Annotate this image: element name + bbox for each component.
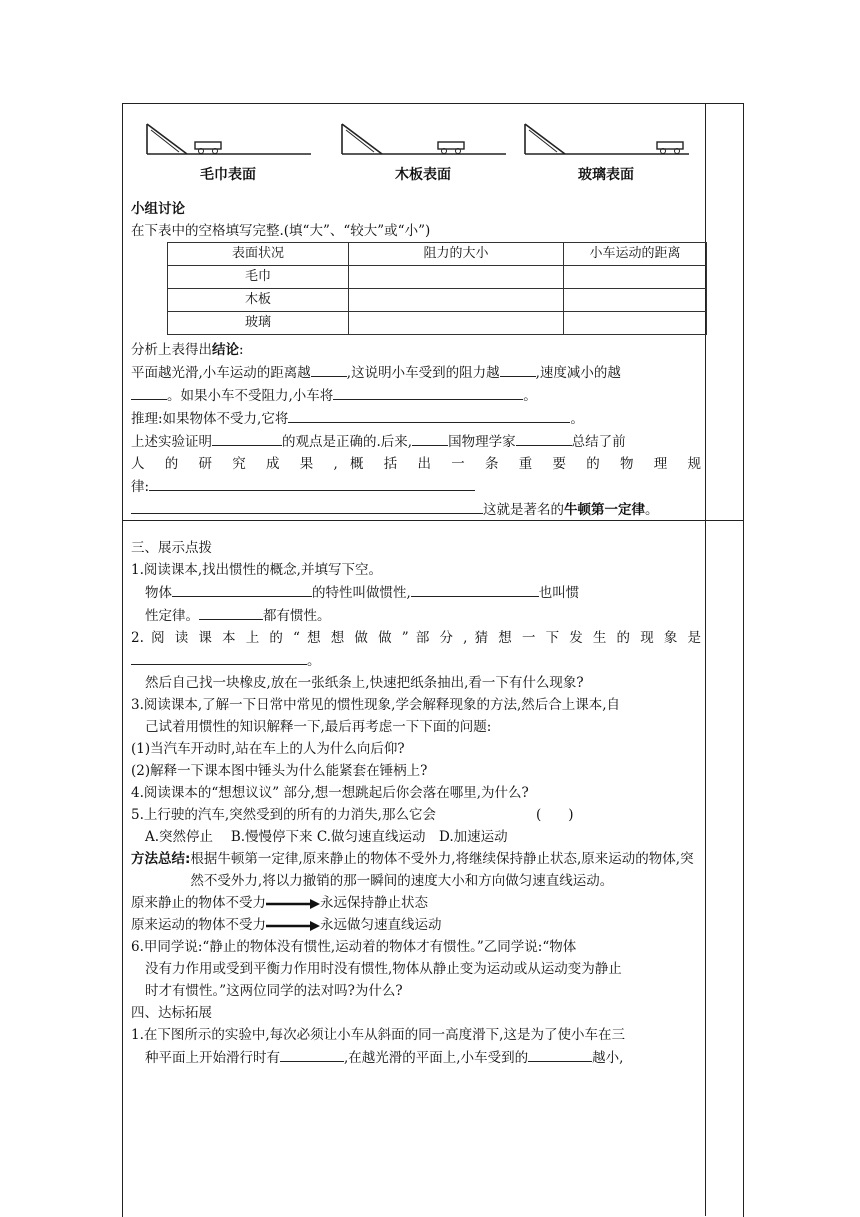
incline-cart-icon bbox=[338, 116, 508, 161]
blank[interactable] bbox=[411, 581, 539, 597]
question-1-fill-2 bbox=[131, 604, 701, 627]
text: 原来静止的物体不受力 bbox=[131, 895, 266, 911]
proof-line bbox=[131, 430, 701, 453]
text: ,在越光滑的平面上,小车受到的 bbox=[344, 1050, 529, 1066]
discussion-block bbox=[131, 106, 701, 521]
answer-cell[interactable] bbox=[349, 312, 564, 335]
proof-line-4 bbox=[131, 498, 701, 521]
rule-moving bbox=[131, 914, 701, 936]
experiment-figure bbox=[143, 106, 698, 184]
question-3-2: (2)解释一下课本图中锤头为什么能紧套在锤柄上? bbox=[131, 763, 428, 779]
table-row bbox=[168, 289, 707, 312]
text: 物体 bbox=[145, 585, 172, 601]
question-5-options: A.突然停止 B.慢慢停下来 C.做匀速直线运动 D.加速运动 bbox=[145, 829, 508, 845]
text: 推理:如果物体不受力,它将 bbox=[131, 411, 289, 427]
answer-cell[interactable] bbox=[349, 266, 564, 289]
figure-towel bbox=[143, 116, 313, 186]
conclusion-line bbox=[131, 339, 701, 361]
header-surface: 表面状况 bbox=[168, 243, 349, 266]
answer-paren[interactable]: ( ) bbox=[535, 807, 574, 823]
figure-caption: 玻璃表面 bbox=[578, 167, 634, 183]
proof-line-2: 人 的 研 究 成 果 , 概 括 出 一 条 重 要 的 物 理 规 bbox=[131, 456, 701, 472]
table-row bbox=[168, 266, 707, 289]
text: ,速度减小的越 bbox=[535, 365, 621, 381]
blank[interactable] bbox=[131, 384, 167, 400]
results-table bbox=[167, 242, 707, 335]
conclusion-sentence bbox=[131, 361, 701, 384]
table-header-row bbox=[168, 243, 707, 266]
header-resistance: 阻力的大小 bbox=[349, 243, 564, 266]
row-label: 玻璃 bbox=[168, 312, 349, 335]
incline-cart-icon bbox=[143, 116, 313, 161]
blank[interactable] bbox=[199, 604, 263, 620]
text: 。 bbox=[570, 411, 584, 427]
section-title: 四、达标拓展 bbox=[131, 1005, 212, 1021]
blank[interactable] bbox=[516, 430, 572, 446]
incline-cart-icon bbox=[521, 116, 691, 161]
blank[interactable] bbox=[212, 430, 282, 446]
blank[interactable] bbox=[333, 384, 523, 400]
blank[interactable] bbox=[131, 498, 483, 514]
method-text: 根据牛顿第一定律,原来静止的物体不受外力,将继续保持静止状态,原来运动的物体,突然不受外力,将以力撤销的那一瞬间的速度大小和方向做匀速直线运动。 bbox=[190, 851, 694, 889]
table-row bbox=[168, 312, 707, 335]
text: 。 bbox=[523, 388, 537, 404]
text: 这就是著名的 bbox=[483, 502, 564, 518]
question-2-fill bbox=[131, 649, 701, 672]
presentation-block bbox=[131, 537, 701, 1069]
text: 。如果小车不受阻力,小车将 bbox=[167, 388, 334, 404]
arrow-right-icon bbox=[266, 921, 320, 931]
arrow-right-icon bbox=[266, 899, 320, 909]
figure-wood bbox=[338, 116, 508, 186]
text: 性定律。 bbox=[145, 608, 199, 624]
law-name: 牛顿第一定律 bbox=[564, 502, 645, 518]
section-title: 小组讨论 bbox=[131, 201, 185, 217]
text: 永远保持静止状态 bbox=[320, 895, 428, 911]
figure-glass bbox=[521, 116, 691, 186]
blank[interactable] bbox=[500, 361, 536, 377]
question-1: 1.阅读课本,找出惯性的概念,并填写下空。 bbox=[131, 562, 382, 578]
blank[interactable] bbox=[172, 581, 312, 597]
answer-cell[interactable] bbox=[349, 289, 564, 312]
answer-cell[interactable] bbox=[564, 266, 707, 289]
question-2-b: 然后自己找一块橡皮,放在一张纸条上,快速把纸条抽出,看一下有什么现象? bbox=[145, 675, 584, 691]
rule-static bbox=[131, 892, 701, 914]
question-6-b: 没有力作用或受到平衡力作用时没有惯性,物体从静止变为运动或从运动变为静止 bbox=[145, 961, 622, 977]
text: 上述实验证明 bbox=[131, 434, 212, 450]
text: 分析上表得出 bbox=[131, 342, 212, 358]
blank[interactable] bbox=[288, 407, 570, 423]
question-3-b: 己试着用惯性的知识解释一下,最后再考虑一下下面的问题: bbox=[145, 719, 492, 735]
proof-line-3 bbox=[131, 475, 701, 498]
conclusion-sentence-2 bbox=[131, 384, 701, 407]
text: 原来运动的物体不受力 bbox=[131, 917, 266, 933]
header-distance: 小车运动的距离 bbox=[564, 243, 707, 266]
blank[interactable] bbox=[528, 1046, 592, 1062]
method-summary bbox=[131, 848, 701, 892]
figure-caption: 木板表面 bbox=[395, 167, 451, 183]
blank[interactable] bbox=[131, 649, 307, 665]
text: 。 bbox=[307, 653, 321, 669]
conclusion-label: 结论 bbox=[212, 342, 239, 358]
question-6: 6.甲同学说:“静止的物体没有惯性,运动着的物体才有惯性。”乙同学说:“物体 bbox=[131, 939, 577, 955]
question-3-1: (1)当汽车开动时,站在车上的人为什么向后仰? bbox=[131, 741, 405, 757]
row-label: 毛巾 bbox=[168, 266, 349, 289]
text: 。 bbox=[645, 502, 659, 518]
text: 的特性叫做惯性, bbox=[312, 585, 411, 601]
text: 永远做匀速直线运动 bbox=[320, 917, 442, 933]
question-3: 3.阅读课本,了解一下日常中常见的惯性现象,学会解释现象的方法,然后合上课本,自 bbox=[131, 697, 621, 713]
instruction: 在下表中的空格填写完整.(填“大”、“较大”或“小”) bbox=[131, 223, 431, 239]
text: : bbox=[239, 342, 244, 358]
text: ,这说明小车受到的阻力越 bbox=[346, 365, 500, 381]
text: 平面越光滑,小车运动的距离越 bbox=[131, 365, 311, 381]
blank[interactable] bbox=[149, 475, 475, 491]
answer-cell[interactable] bbox=[564, 289, 707, 312]
text: 总结了前 bbox=[571, 434, 626, 450]
question-4-1: 1.在下图所示的实验中,每次必须让小车从斜面的同一高度滑下,这是为了使小车在三 bbox=[131, 1027, 625, 1043]
method-label: 方法总结: bbox=[131, 851, 191, 867]
question-2: 2. 阅 读 课 本 上 的 “ 想 想 做 做 ” 部 分 , 猜 想 一 下 发 生 的 现 象 是 bbox=[131, 630, 701, 646]
text: 也叫惯 bbox=[538, 585, 580, 601]
text: 律: bbox=[131, 479, 150, 495]
text: 种平面上开始滑行时有 bbox=[145, 1050, 280, 1066]
question-4: 4.阅读课本的“想想议议” 部分,想一想跳起后你会落在哪里,为什么? bbox=[131, 785, 529, 801]
blank[interactable] bbox=[311, 361, 347, 377]
text: 都有惯性。 bbox=[263, 608, 331, 624]
question-6-c: 时才有惯性。”这两位同学的法对吗?为什么? bbox=[145, 983, 403, 999]
question-4-1-fill bbox=[131, 1046, 701, 1069]
blank[interactable] bbox=[280, 1046, 344, 1062]
blank[interactable] bbox=[412, 430, 448, 446]
figure-caption: 毛巾表面 bbox=[200, 167, 256, 183]
section-title: 三、展示点拨 bbox=[131, 540, 212, 556]
text: 的观点是正确的.后来, bbox=[282, 434, 413, 450]
question-5 bbox=[131, 804, 701, 826]
text: 越小, bbox=[592, 1050, 624, 1066]
answer-cell[interactable] bbox=[564, 312, 707, 335]
row-label: 木板 bbox=[168, 289, 349, 312]
question-1-fill bbox=[131, 581, 701, 604]
inference-line bbox=[131, 407, 701, 430]
text: 5.上行驶的汽车,突然受到的所有的力消失,那么它会 bbox=[131, 807, 436, 823]
text: 国物理学家 bbox=[448, 434, 516, 450]
